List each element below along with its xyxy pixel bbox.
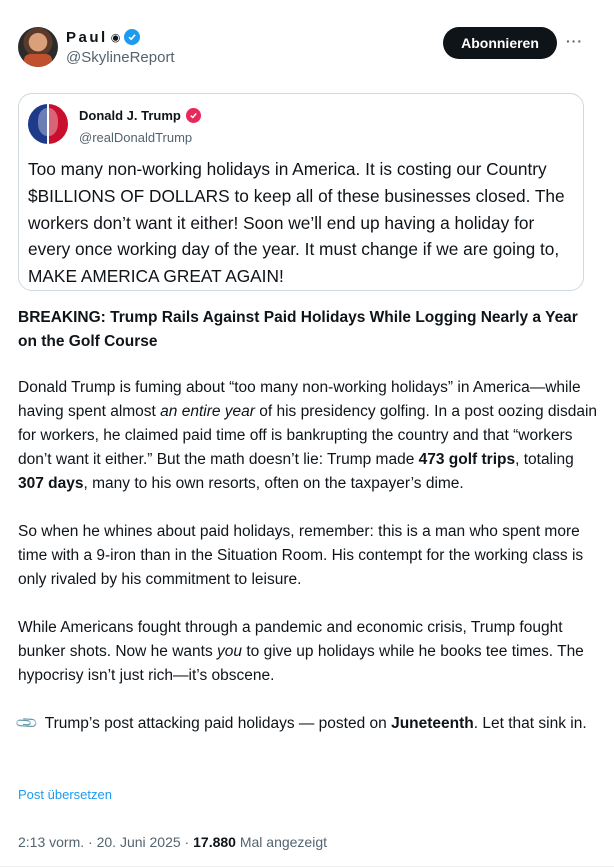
post-meta: 2:13 vorm. · 20. Juni 2025 · 17.880 Mal angezeigt bbox=[18, 834, 328, 850]
post-date[interactable]: 20. Juni 2025 bbox=[96, 834, 181, 850]
more-options-icon[interactable]: ··· bbox=[566, 33, 583, 49]
paragraph-4: 📎 Trump’s post attacking paid holidays — posted on Juneteenth. Let that sink in. bbox=[18, 712, 598, 736]
quoted-name-row bbox=[79, 108, 201, 123]
views-label: Mal angezeigt bbox=[235, 834, 328, 850]
follow-button[interactable]: Abonnieren bbox=[443, 27, 557, 59]
post-headline: BREAKING: Trump Rails Against Paid Holidays While Logging Nearly a Year on the Golf Course bbox=[18, 309, 578, 350]
post-header bbox=[18, 27, 598, 69]
view-count: 17.880 bbox=[193, 834, 236, 850]
paragraph-3: While Americans fought through a pandemic and economic crisis, Trump fought bunker shots. Now he wants you to give up holidays while he books tee times. The hypocrisy isn’t just rich—it’s obscene. bbox=[18, 619, 584, 684]
post-time[interactable]: 2:13 vorm. bbox=[18, 834, 85, 850]
quoted-text: Too many non-working holidays in America. It is costing our Country $BILLIONS OF DOLLARS to keep all of these businesses closed. The workers don’t want it either! Soon we’ll end up having a holiday for every once working day of the year. It must change if we are going to, MAKE AMERICA GREAT AGAIN! bbox=[28, 159, 565, 287]
divider bbox=[0, 866, 614, 867]
quoted-avatar[interactable] bbox=[28, 104, 68, 144]
author-name[interactable]: Paul bbox=[66, 28, 108, 46]
author-avatar[interactable] bbox=[18, 27, 58, 67]
post-body bbox=[14, 376, 598, 737]
quoted-post[interactable] bbox=[18, 93, 584, 291]
translate-link[interactable]: Post übersetzen bbox=[18, 787, 112, 802]
author-info bbox=[66, 27, 175, 66]
name-emoji: ◉ bbox=[110, 31, 121, 44]
paragraph-2: So when he whines about paid holidays, remember: this is a man who spent more time with a 9-iron than in the Situation Room. His contempt for the working class is only rivaled by his commitment to leisure. bbox=[18, 523, 584, 588]
verified-badge-icon bbox=[124, 29, 140, 45]
author-name-row[interactable] bbox=[66, 27, 175, 47]
paragraph-1: Donald Trump is fuming about “too many non-working holidays” in America—while having spent almost an entire year of his presidency golfing. In a post oozing disdain for workers, he claimed paid time off is bankrupting the country and that “workers don’t want it either.” But the math doesn’t lie: Trump made 473 golf trips, totaling 307 days, many to his own resorts, often on the taxpayer’s dime. bbox=[18, 379, 598, 492]
author-handle[interactable]: @SkylineReport bbox=[66, 49, 175, 66]
government-badge-icon bbox=[186, 108, 201, 123]
quoted-handle: @realDonaldTrump bbox=[79, 130, 193, 145]
paperclip-icon: 📎 bbox=[14, 711, 40, 737]
quoted-author-name[interactable]: Donald J. Trump bbox=[79, 108, 181, 123]
